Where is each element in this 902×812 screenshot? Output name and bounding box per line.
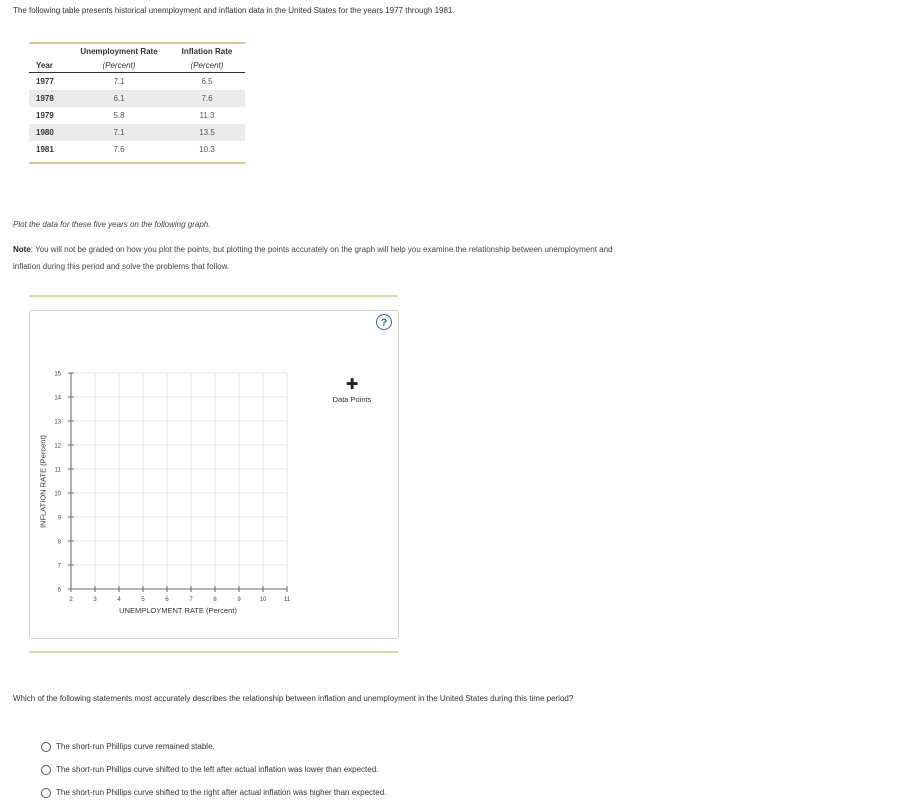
radio-button[interactable]: [41, 742, 51, 752]
y-tick-label: 6: [57, 587, 61, 594]
option-label: The short-run Phillips curve shifted to the right after actual inflation was higher than expected.: [56, 788, 387, 797]
answer-option[interactable]: [41, 758, 386, 781]
plus-icon: ✚: [345, 376, 359, 393]
question-text: Which of the following statements most accurately describes the relationship between inflation and unemployment in the United States during this time period?: [13, 694, 574, 703]
unemployment-cell: 7.1: [69, 124, 169, 141]
year-cell: 1977: [36, 77, 54, 86]
x-tick-label: 7: [189, 597, 193, 603]
x-tick-label: 11: [283, 597, 291, 603]
x-tick-label: 3: [93, 597, 97, 603]
inflation-cell: 13.5: [169, 124, 245, 141]
table-row: [29, 107, 245, 124]
answer-option[interactable]: [41, 781, 386, 804]
x-tick-label: 4: [117, 597, 121, 603]
radio-button[interactable]: [41, 788, 51, 798]
year-cell: 1979: [36, 111, 54, 120]
unemployment-unit: (Percent): [69, 58, 169, 73]
answer-options: [41, 735, 386, 804]
unemployment-header: Unemployment Rate: [80, 46, 158, 56]
inflation-cell: 11.3: [199, 111, 215, 120]
y-tick-label: 10: [54, 491, 61, 498]
table-row: [29, 73, 245, 91]
note-label: Note: [13, 245, 31, 254]
x-tick-label: 9: [237, 597, 241, 603]
y-tick-label: 8: [57, 539, 61, 546]
y-tick-label: 11: [54, 467, 61, 474]
answer-option[interactable]: [41, 735, 386, 758]
option-label: The short-run Phillips curve shifted to the left after actual inflation was lower than expected.: [56, 765, 379, 774]
radio-button[interactable]: [41, 765, 51, 775]
y-tick-label: 14: [54, 395, 61, 402]
unemployment-cell: 7.6: [113, 145, 125, 154]
year-cell: 1978: [29, 90, 69, 107]
help-button[interactable]: ?: [376, 314, 392, 330]
y-tick-label: 7: [57, 563, 61, 570]
note-body: : You will not be graded on how you plot the points, but plotting the points accurately on the graph will help you examine the relationship between unemployment and inflation during this period and solve the problems that follow.: [13, 245, 613, 271]
option-label: The short-run Phillips curve remained stable.: [56, 742, 215, 751]
unemployment-cell: 6.1: [69, 90, 169, 107]
y-tick-label: 15: [54, 371, 61, 378]
y-axis-label: INFLATION RATE (Percent): [38, 434, 48, 529]
inflation-header: Inflation Rate: [181, 46, 233, 56]
unemployment-cell: 7.1: [113, 77, 125, 86]
year-cell: 1981: [36, 145, 54, 154]
plot-instructions: Plot the data for these five years on the following graph.: [13, 220, 211, 229]
x-tick-label: 8: [213, 597, 217, 603]
x-axis-label: UNEMPLOYMENT RATE (Percent): [119, 606, 237, 615]
unemployment-cell: 5.8: [113, 111, 125, 120]
y-tick-label: 9: [57, 515, 61, 522]
inflation-cell: 6.5: [201, 77, 213, 86]
intro-text: The following table presents historical unemployment and inflation data in the United States for the years 1977 through 1981.: [13, 6, 455, 15]
table-bottom-rule: [29, 162, 245, 164]
data-points-tool[interactable]: [322, 377, 382, 404]
section-divider-bottom: [29, 651, 398, 653]
graph-panel: [29, 310, 399, 639]
data-points-label: Data Points: [332, 395, 372, 404]
table-row: [29, 124, 245, 141]
inflation-cell: 10.3: [199, 145, 215, 154]
x-tick-label: 6: [165, 597, 169, 603]
data-table: [29, 44, 245, 158]
note-text: [13, 241, 613, 275]
table-row: [29, 141, 245, 158]
y-tick-label: 13: [54, 419, 61, 426]
phillips-graph[interactable]: [30, 311, 398, 638]
x-tick-label: 2: [69, 597, 73, 603]
x-tick-label: 10: [259, 597, 267, 603]
inflation-cell: 7.6: [169, 90, 245, 107]
year-header: Year: [29, 58, 69, 73]
y-tick-label: 12: [54, 443, 61, 450]
data-table-container: [29, 42, 245, 164]
section-divider-top: [29, 295, 398, 297]
table-row: [29, 90, 245, 107]
year-cell: 1980: [29, 124, 69, 141]
inflation-unit: (Percent): [169, 58, 245, 73]
x-tick-label: 5: [141, 597, 145, 603]
